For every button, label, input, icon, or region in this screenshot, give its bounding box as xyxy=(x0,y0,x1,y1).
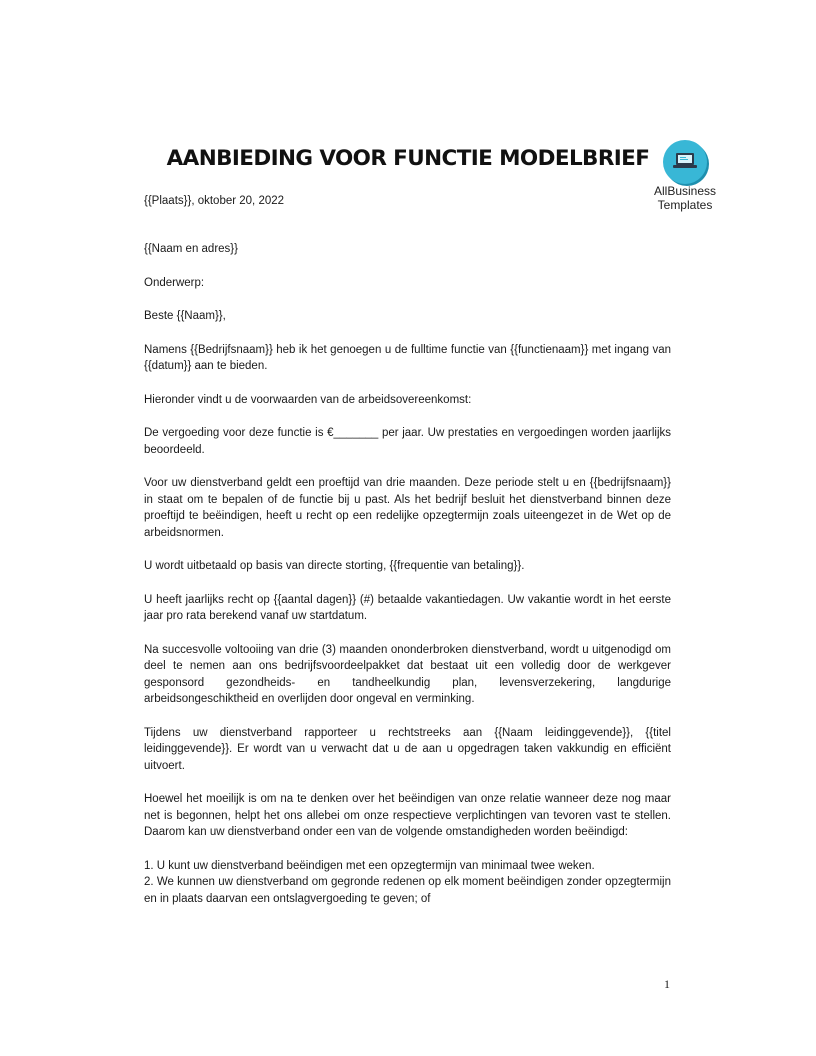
dateline-text: {{Plaats}}, oktober 20, 2022 xyxy=(144,195,285,207)
subject-line: Onderwerp: xyxy=(144,276,205,289)
document-title: AANBIEDING VOOR FUNCTIE MODELBRIEF xyxy=(166,146,650,171)
paragraph-vacation: U heeft jaarlijks recht op {{aantal dagen}} (#) betaalde vakantiedagen. Uw vakantie wordt in het eerste jaar pro rata berekend vanaf uw startdatum. xyxy=(144,593,671,622)
recipient-address: {{Naam en adres}} xyxy=(144,243,238,255)
paragraph-benefits: Na succesvolle voltooiing van drie (3) maanden ononderbroken dienstverband, wordt u uitgenodigd om deel te nemen aan ons bedrijfsvoordeelpakket dat bestaat uit een volledig door de werkgever gesponsord gezondheids- en tandheelkundig plan, levensverzekering, langdurige arbeidsongeschiktheid en overlijden door ongeval en verminking. xyxy=(144,643,671,705)
dateline xyxy=(144,193,671,210)
paragraph-probation: Voor uw dienstverband geldt een proeftijd van drie maanden. Deze periode stelt u en {{bedrijfsnaam}} in staat om te bepalen of de functie bij u past. Als het bedrijf besluit het dienstverband binnen deze proeftijd te beëindigen, heeft u recht op een redelijke opzegtermijn zoals uiteengezet in de Wet op de arbeidsnormen. xyxy=(144,477,671,539)
paragraph-offer: Namens {{Bedrijfsnaam}} heb ik het genoegen u de fulltime functie van {{functienaam}} met ingang van {{datum}} aan te bieden. xyxy=(144,343,671,372)
letter-body xyxy=(144,241,671,907)
paragraph-reporting: Tijdens uw dienstverband rapporteer u rechtstreeks aan {{Naam leidinggevende}}, {{titel leidinggevende}}. Er wordt van u verwacht dat u de aan u opgedragen taken vakkundig en efficiënt uitvoert. xyxy=(144,726,671,772)
paragraph-payment: U wordt uitbetaald op basis van directe storting, {{frequentie van betaling}}. xyxy=(144,560,525,572)
paragraph-conditions-intro: Hieronder vindt u de voorwaarden van de arbeidsovereenkomst: xyxy=(144,393,472,406)
list-item: 1. U kunt uw dienstverband beëindigen met een opzegtermijn van minimaal twee weken. xyxy=(144,859,595,872)
laptop-icon xyxy=(663,140,707,184)
page-number: 1 xyxy=(664,977,670,991)
salutation: Beste {{Naam}}, xyxy=(144,310,226,322)
paragraph-termination: Hoewel het moeilijk is om na te denken over het beëindigen van onze relatie wanneer deze nog maar net is begonnen, helpt het ons allebei om onze respectieve verplichtingen van tevoren vast te stellen. Daarom kan uw dienstverband onder een van de volgende omstandigheden worden beëindigd: xyxy=(144,793,671,838)
logo-text-line2: Templates xyxy=(657,198,713,212)
list-item: 2. We kunnen uw dienstverband om gegronde redenen op elk moment beëindigen zonder opzegtermijn en in plaats daarvan een ontslagvergoeding te geven; of xyxy=(144,876,671,905)
paragraph-compensation: De vergoeding voor deze functie is €_______ per jaar. Uw prestaties en vergoedingen worden jaarlijks beoordeeld. xyxy=(144,427,671,456)
logo-text-line1: AllBusiness xyxy=(653,184,717,198)
